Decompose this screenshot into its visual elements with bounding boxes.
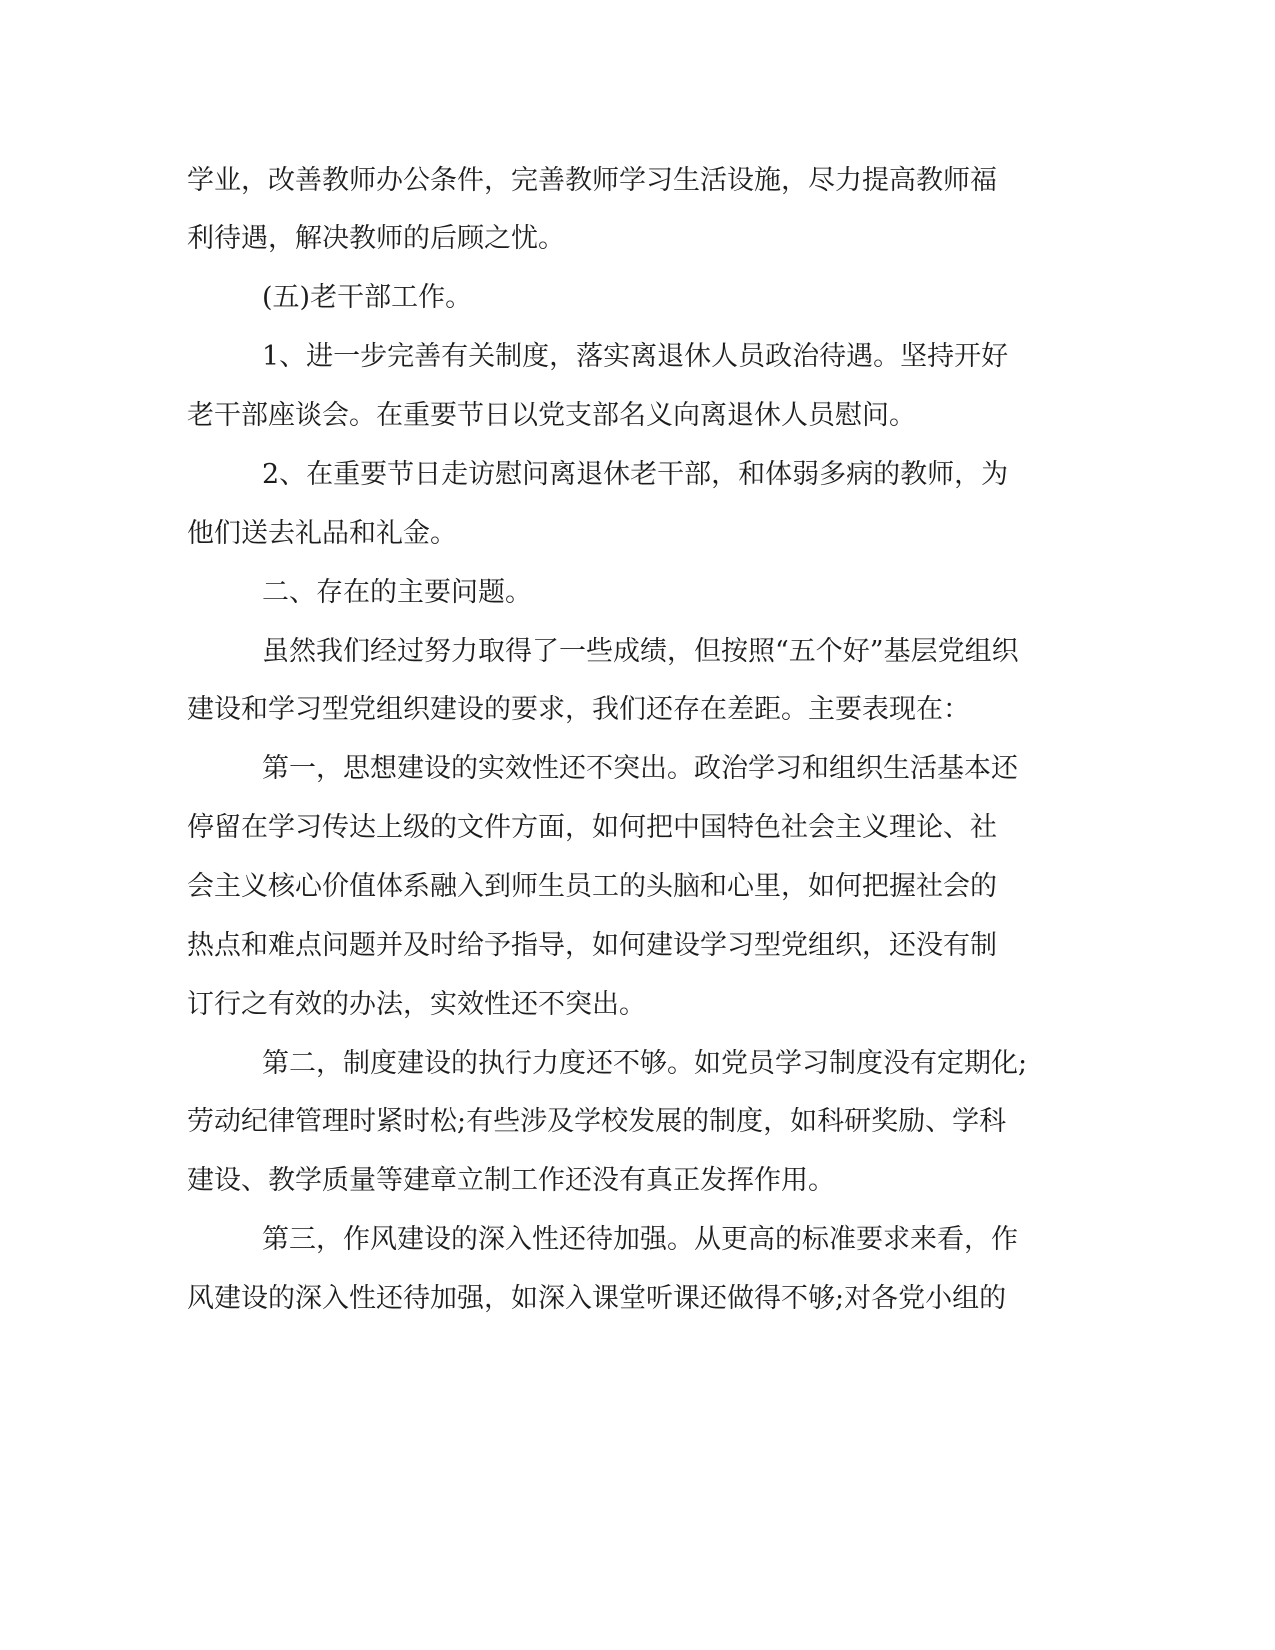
text-line: 会主义核心价值体系融入到师生员工的头脑和心里，如何把握社会的 [187,871,997,902]
text-line: 学业，改善教师办公条件，完善教师学习生活设施，尽力提高教师福 [187,165,997,196]
text-line: 风建设的深入性还待加强，如深入课堂听课还做得不够;对各党小组的 [187,1283,1007,1314]
text-line: 他们送去礼品和礼金。 [187,518,457,549]
text-line: 第三，作风建设的深入性还待加强。从更高的标准要求来看，作 [262,1224,1018,1255]
text-line: 虽然我们经过努力取得了一些成绩，但按照“五个好”基层党组织 [262,636,1019,667]
text-line: 建设、教学质量等建章立制工作还没有真正发挥作用。 [187,1165,835,1196]
text-line: 老干部座谈会。在重要节日以党支部名义向离退休人员慰问。 [187,400,916,431]
text-line: 热点和难点问题并及时给予指导，如何建设学习型党组织，还没有制 [187,930,997,961]
text-line: 订行之有效的办法，实效性还不突出。 [187,989,646,1020]
section-heading: 二、存在的主要问题。 [262,577,532,608]
text-line: 停留在学习传达上级的文件方面，如何把中国特色社会主义理论、社 [187,812,997,843]
text-line: 第二，制度建设的执行力度还不够。如党员学习制度没有定期化; [262,1048,1028,1079]
text-line: 劳动纪律管理时紧时松;有些涉及学校发展的制度，如科研奖励、学科 [187,1106,1007,1137]
text-line: 2、在重要节日走访慰问离退休老干部，和体弱多病的教师，为 [262,459,1009,490]
text-line: 1、进一步完善有关制度，落实离退休人员政治待遇。坚持开好 [262,341,1009,372]
text-line: 建设和学习型党组织建设的要求，我们还存在差距。主要表现在： [187,694,970,725]
text-line: 利待遇，解决教师的后顾之忧。 [187,223,565,254]
section-heading: (五)老干部工作。 [262,282,473,313]
text-line: 第一，思想建设的实效性还不突出。政治学习和组织生活基本还 [262,753,1018,784]
